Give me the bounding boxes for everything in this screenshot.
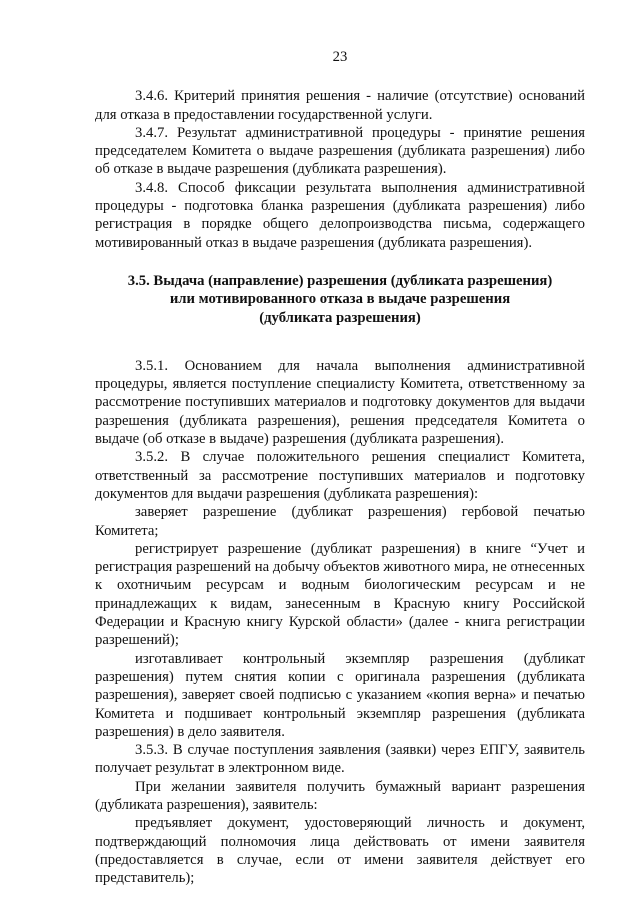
paragraph-certifies: заверяет разрешение (дубликат разрешения) гербовой печатью Комитета; [95, 504, 585, 539]
paragraph-3-5-3: 3.5.3. В случае поступления заявления (заявки) через ЕПГУ, заявитель получает результат в электронном виде. [95, 742, 585, 777]
paragraph-registers: регистрирует разрешение (дубликат разрешения) в книге “Учет и регистрация разрешений на добычу объектов животного мира, не отнесенных к охотничьим ресурсам и водным биологическим ресурсам и не принадлежащих к видам, занесенным в Красную книгу Российской Федерации и Красную книгу Курской области» (далее - книга регистрации разрешений); [95, 540, 585, 649]
section-heading-line-1: 3.5. Выдача (направление) разрешения (дубликата разрешения) [127, 272, 553, 289]
paragraph-makes-copy: изготавливает контрольный экземпляр разрешения (дубликат разрешения) путем снятия копии с оригинала разрешения (дубликата разрешения), заверяет своей подписью с указанием «копия верна» и печатью Комитета и подшивает контрольный экземпляр разрешения (дубликата разрешения) в дело заявителя. [95, 650, 585, 740]
paragraph-3-5-1: 3.5.1. Основанием для начала выполнения административной процедуры, является поступление специалисту Комитета, ответственному за рассмотрение поступивших материалов и подготовку документов для выдачи разрешения (дубликата разрешения), решения председателя Комитета о выдаче (об отказе в выдаче) разрешения (дубликата разрешения). [95, 357, 585, 448]
paragraph-presents-document: предъявляет документ, удостоверяющий личность и документ, подтверждающий полномочия лица действовать от имени заявителя (предоставляется в случае, если от имени заявителя действует его представитель); [95, 815, 585, 887]
section-heading-line-2: или мотивированного отказа в выдаче разрешения [169, 291, 511, 308]
section-heading-3-5 [95, 272, 585, 327]
paragraph-paper-version: При желании заявителя получить бумажный вариант разрешения (дубликата разрешения), заявитель: [95, 778, 585, 813]
section-heading-line-3: (дубликата разрешения) [259, 309, 421, 326]
paragraph-3-4-8: 3.4.8. Способ фиксации результата выполнения административной процедуры - подготовка бланка разрешения (дубликата разрешения) либо регистрация в порядке общего делопроизводства письма, содержащего мотивированный отказ в выдаче разрешения (дубликата разрешения). [95, 179, 585, 251]
page-number: 23 [332, 49, 348, 65]
paragraph-3-5-2: 3.5.2. В случае положительного решения специалист Комитета, ответственный за рассмотрение поступивших материалов и подготовку документов для выдачи разрешения (дубликата разрешения): [95, 449, 585, 502]
paragraph-3-4-6: 3.4.6. Критерий принятия решения - наличие (отсутствие) оснований для отказа в предоставлении государственной услуги. [95, 88, 585, 123]
paragraph-3-4-7: 3.4.7. Результат административной процедуры - принятие решения председателем Комитета о выдаче разрешения (дубликата разрешения) либо об отказе в выдаче разрешения (дубликата разрешения). [95, 124, 585, 178]
